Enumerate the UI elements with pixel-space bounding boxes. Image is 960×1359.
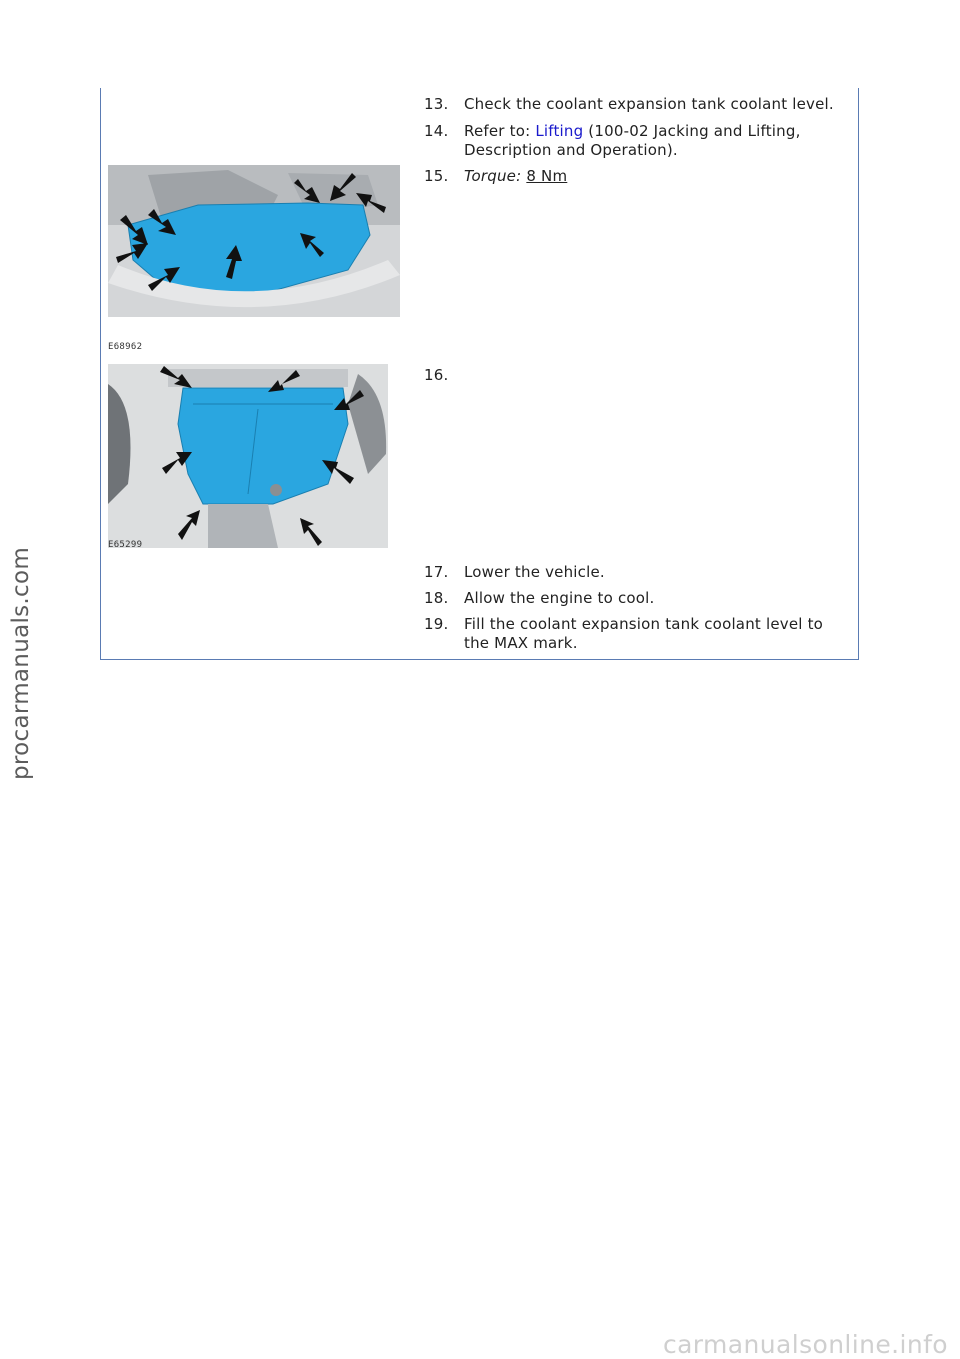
torque-spec — [464, 167, 844, 186]
lifting-link[interactable]: Lifting — [535, 122, 584, 140]
step-text: Allow the engine to cool. — [464, 589, 655, 607]
step-text-prefix: Refer to: — [464, 122, 536, 140]
step-text-suffix: (100-02 Jacking and Lifting, Description and Operation). — [464, 122, 801, 159]
step-number: 15. — [424, 167, 449, 185]
footer-watermark: carmanualsonline.info — [662, 1330, 948, 1359]
step-number: 16. — [424, 366, 449, 384]
figure-undertray — [108, 364, 388, 548]
torque-value: 8 Nm — [526, 167, 568, 185]
step-text: Check the coolant expansion tank coolant level. — [464, 95, 834, 113]
step-text: Lower the vehicle. — [464, 563, 605, 581]
step-number: 19. — [424, 615, 449, 633]
torque-label: Torque: — [464, 167, 522, 185]
step-text — [464, 122, 844, 160]
figure-label: E68962 — [108, 342, 143, 352]
step-number: 13. — [424, 95, 449, 113]
step-number: 14. — [424, 122, 449, 140]
step-number: 17. — [424, 563, 449, 581]
figure-splash-shield — [108, 165, 400, 317]
step-number: 18. — [424, 589, 449, 607]
figure-label: E65299 — [108, 540, 143, 550]
step-text: Fill the coolant expansion tank coolant level to the MAX mark. — [464, 615, 824, 652]
side-watermark: procarmanuals.com — [8, 546, 34, 780]
